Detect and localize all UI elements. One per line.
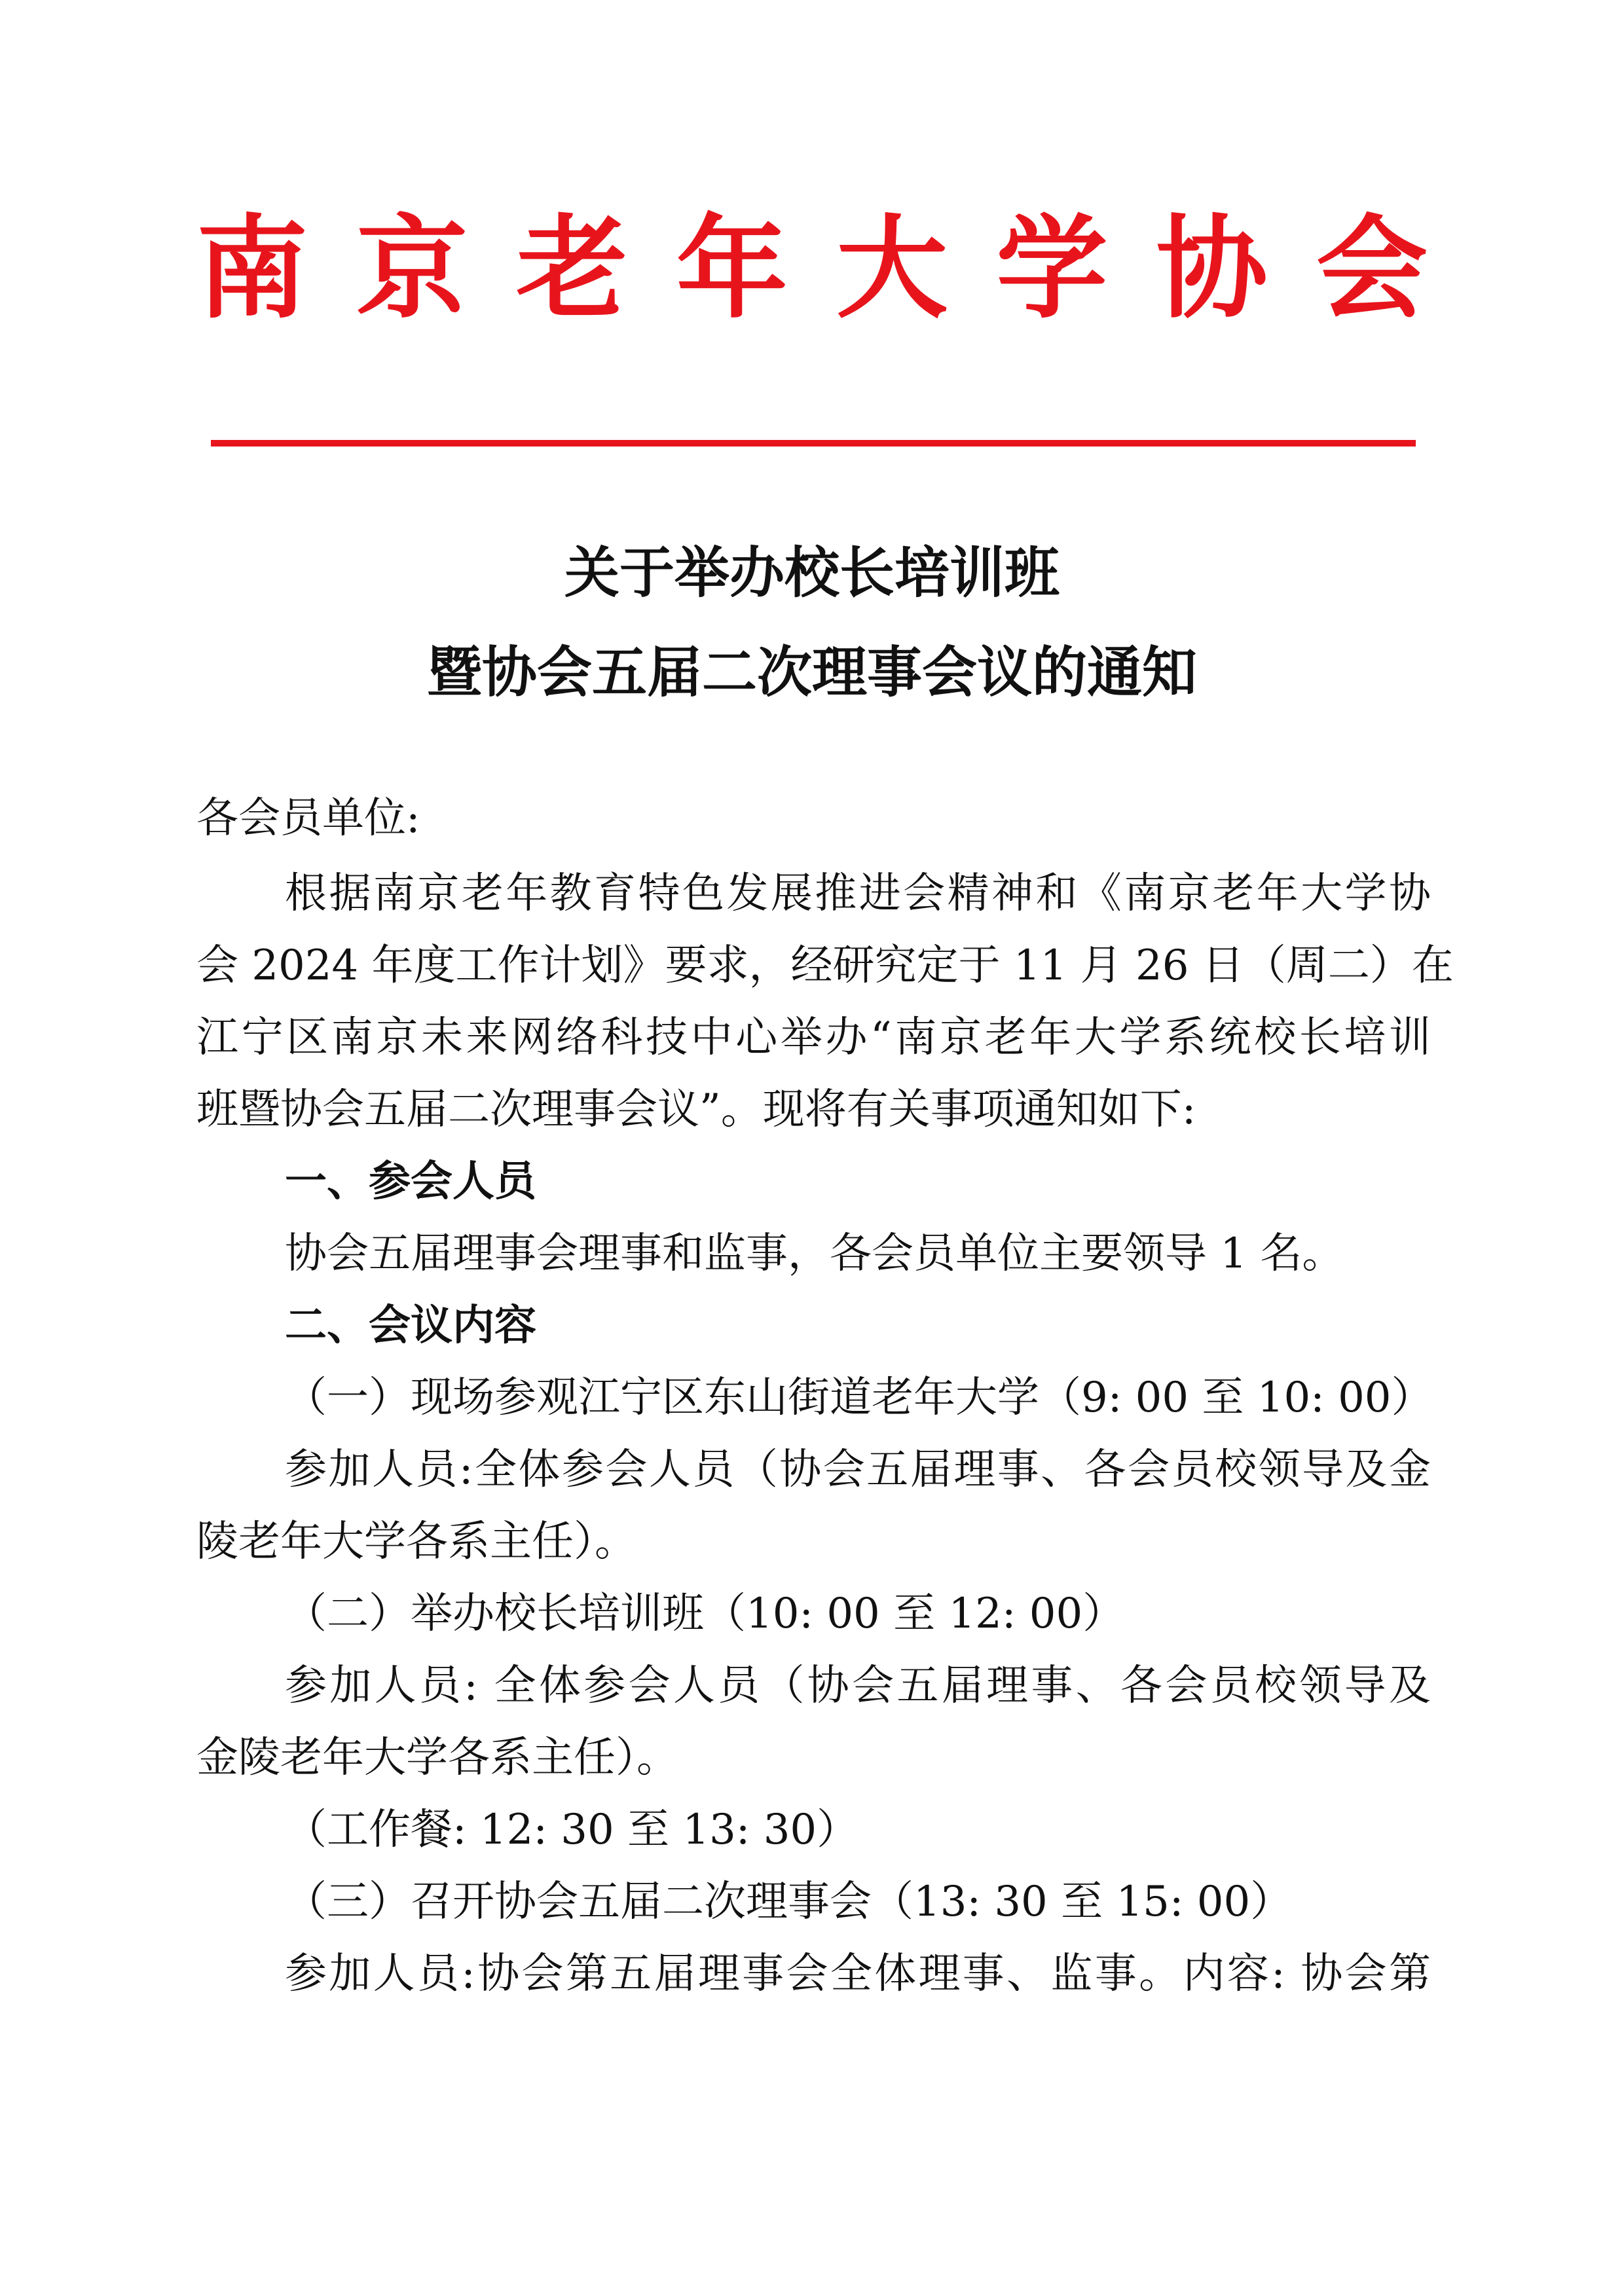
paragraph-line: 根据南京老年教育特色发展推进会精神和《南京老年大学协 (285, 869, 1431, 918)
section-heading-agenda: 二、会议内容 (285, 1301, 536, 1350)
lunch-note: （工作餐: 12: 30 至 13: 30） (285, 1806, 859, 1854)
paragraph-line: 陵老年大学各系主任）。 (196, 1518, 637, 1566)
letterhead-divider (211, 440, 1416, 446)
document-title-line-2: 暨协会五届二次理事会议的通知 (426, 640, 1197, 704)
letterhead-char: 大 (836, 203, 948, 334)
letterhead-char: 会 (1316, 203, 1428, 334)
letterhead-char: 南 (196, 203, 308, 334)
salutation: 各会员单位: (196, 794, 420, 843)
letterhead-char: 京 (356, 203, 468, 334)
paragraph-line: 参加人员:全体参会人员（协会五届理事、各会员校领导及金 (285, 1446, 1431, 1494)
agenda-item-3-heading: （三）召开协会五届二次理事会（13: 30 至 15: 00） (285, 1878, 1293, 1926)
paragraph-line: 参加人员:协会第五届理事会全体理事、监事。内容: 协会第 (285, 1950, 1431, 1998)
paragraph-line: 班暨协会五届二次理事会议”。现将有关事项通知如下: (196, 1085, 1196, 1134)
letterhead-char: 年 (676, 203, 788, 334)
paragraph-line: 江宁区南京未来网络科技中心举办“南京老年大学系统校长培训 (196, 1013, 1431, 1062)
paragraph-line: 金陵老年大学各系主任）。 (196, 1734, 678, 1782)
letterhead-char: 协 (1156, 203, 1268, 334)
document-title-line-1: 关于举办校长培训班 (564, 540, 1060, 605)
letterhead-char: 老 (516, 203, 628, 334)
paragraph-line: 参加人员: 全体参会人员（协会五届理事、各会员校领导及 (285, 1662, 1431, 1710)
letterhead-char: 学 (996, 203, 1108, 334)
paragraph-line: 会 2024 年度工作计划》要求，经研究定于 11 月 26 日（周二）在 (196, 941, 1454, 990)
agenda-item-2-heading: （二）举办校长培训班（10: 00 至 12: 00） (285, 1590, 1125, 1638)
section-text-attendees: 协会五届理事会理事和监事，各会员单位主要领导 1 名。 (285, 1230, 1344, 1278)
agenda-item-1-heading: （一）现场参观江宁区东山街道老年大学（9: 00 至 10: 00） (285, 1374, 1433, 1422)
section-heading-attendees: 一、参会人员 (285, 1157, 536, 1206)
organization-letterhead (196, 196, 1428, 340)
